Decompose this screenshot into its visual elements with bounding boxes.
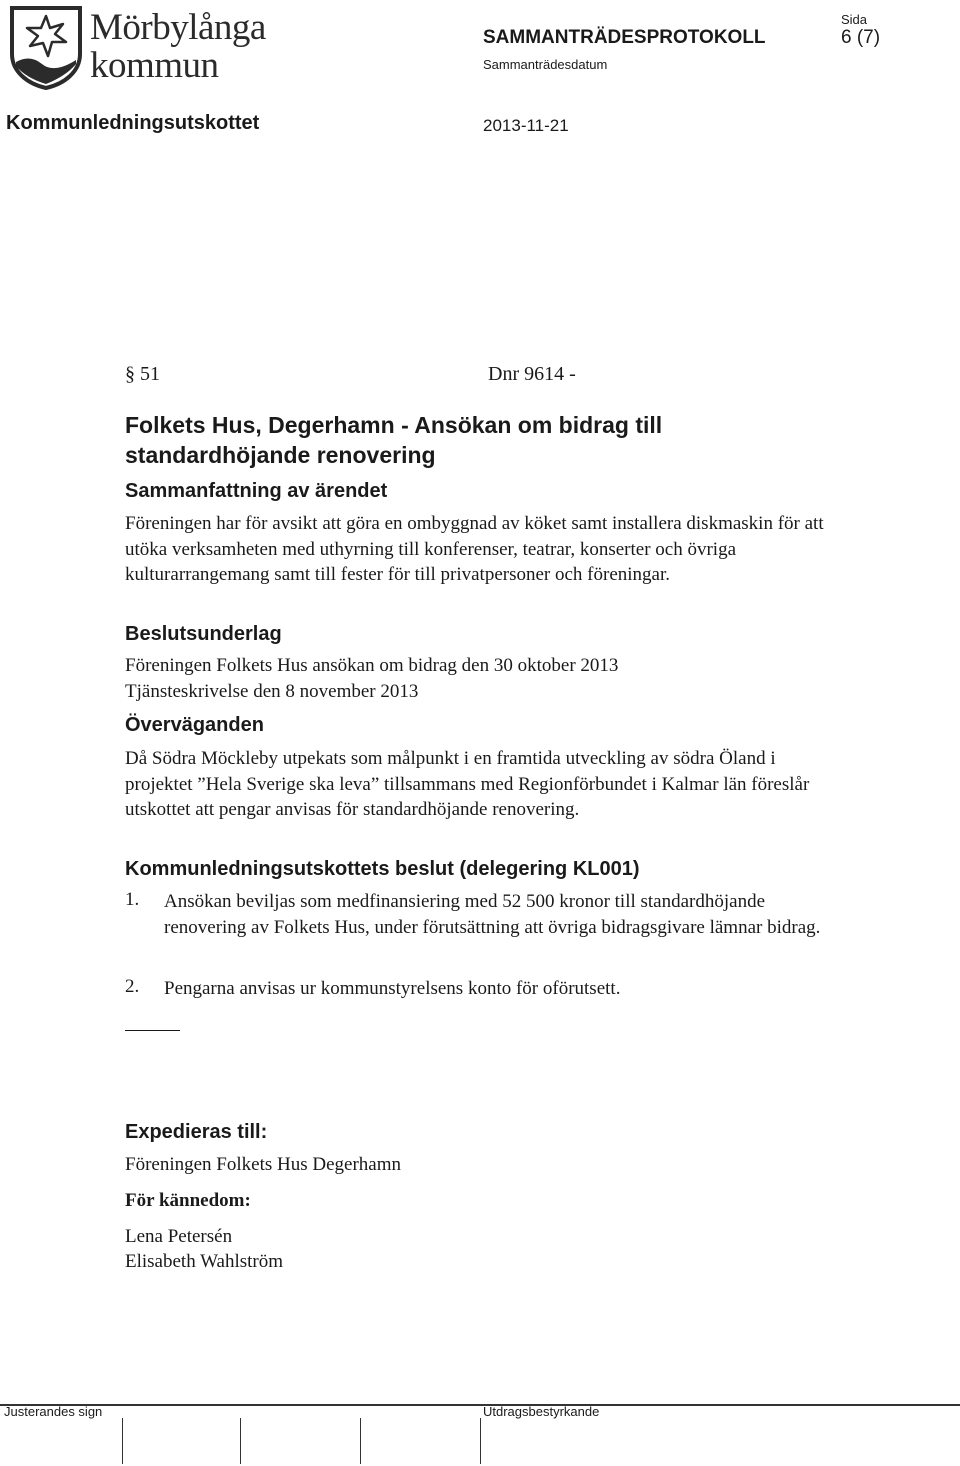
paragraph-number: § 51: [125, 363, 160, 385]
decision-item-number: 1.: [125, 889, 140, 910]
signature-box-divider: [240, 1418, 241, 1464]
committee-name: Kommunledningsutskottet: [6, 112, 260, 134]
signature-box-divider: [480, 1418, 481, 1464]
meeting-date-label: Sammanträdesdatum: [483, 57, 608, 72]
section-divider: [125, 1030, 180, 1031]
summary-text: Föreningen har för avsikt att göra en ombyggnad av köket samt installera diskmaskin för att utöka verksamheten med uthyrning till konferenser, teatrar, konserter och övriga kulturarrangemang samt till fester för till privatpersoner och föreningar.: [125, 513, 824, 585]
certification-label: Utdragsbestyrkande: [483, 1404, 600, 1419]
signature-box-divider: [360, 1418, 361, 1464]
document-type: SAMMANTRÄDESPROTOKOLL: [483, 27, 766, 48]
decision-item-number: 2.: [125, 976, 140, 997]
basis-line-2: Tjänsteskrivelse den 8 november 2013: [125, 681, 419, 702]
distribution-heading: Expedieras till:: [125, 1121, 268, 1143]
decision-heading: Kommunledningsutskottets beslut (delegering KL001): [125, 858, 640, 880]
info-heading: För kännedom:: [125, 1190, 251, 1211]
considerations-heading: Överväganden: [125, 714, 264, 736]
municipality-crest-icon: [8, 4, 84, 90]
logo-text-line1: Mörbylånga: [90, 7, 266, 48]
page-label: Sida: [841, 12, 868, 27]
case-title: Folkets Hus, Degerhamn - Ansökan om bidrag till standardhöjande renovering: [125, 412, 663, 468]
footer-rule: [0, 1404, 960, 1406]
basis-line-1: Föreningen Folkets Hus ansökan om bidrag den 30 oktober 2013: [125, 655, 619, 676]
summary-heading: Sammanfattning av ärendet: [125, 480, 388, 502]
distribution-recipient: Föreningen Folkets Hus Degerhamn: [125, 1154, 401, 1175]
meeting-date: 2013-11-21: [483, 116, 569, 135]
logo-text-line2: kommun: [90, 45, 219, 86]
page-number: 6 (7): [841, 27, 881, 48]
decision-item-text: Pengarna anvisas ur kommunstyrelsens konto för oförutsett.: [164, 978, 621, 999]
signature-label: Justerandes sign: [4, 1404, 103, 1419]
basis-heading: Beslutsunderlag: [125, 623, 282, 645]
info-recipient: Lena Petersén: [125, 1226, 233, 1247]
signature-box-divider: [122, 1418, 123, 1464]
considerations-text: Då Södra Möckleby utpekats som målpunkt i en framtida utveckling av södra Öland i projektet ”Hela Sverige ska leva” tillsammans med Regionförbundet i Kalmar län föreslår utskottet att pengar anvisas för standardhöjande renovering.: [125, 748, 810, 820]
info-recipient: Elisabeth Wahlström: [125, 1251, 284, 1272]
case-number: Dnr 9614 -: [488, 363, 576, 385]
decision-item-text: Ansökan beviljas som medfinansiering med 52 500 kronor till standardhöjande renovering av Folkets Hus, under förutsättning att övriga bidragsgivare lämnar bidrag.: [164, 891, 821, 938]
